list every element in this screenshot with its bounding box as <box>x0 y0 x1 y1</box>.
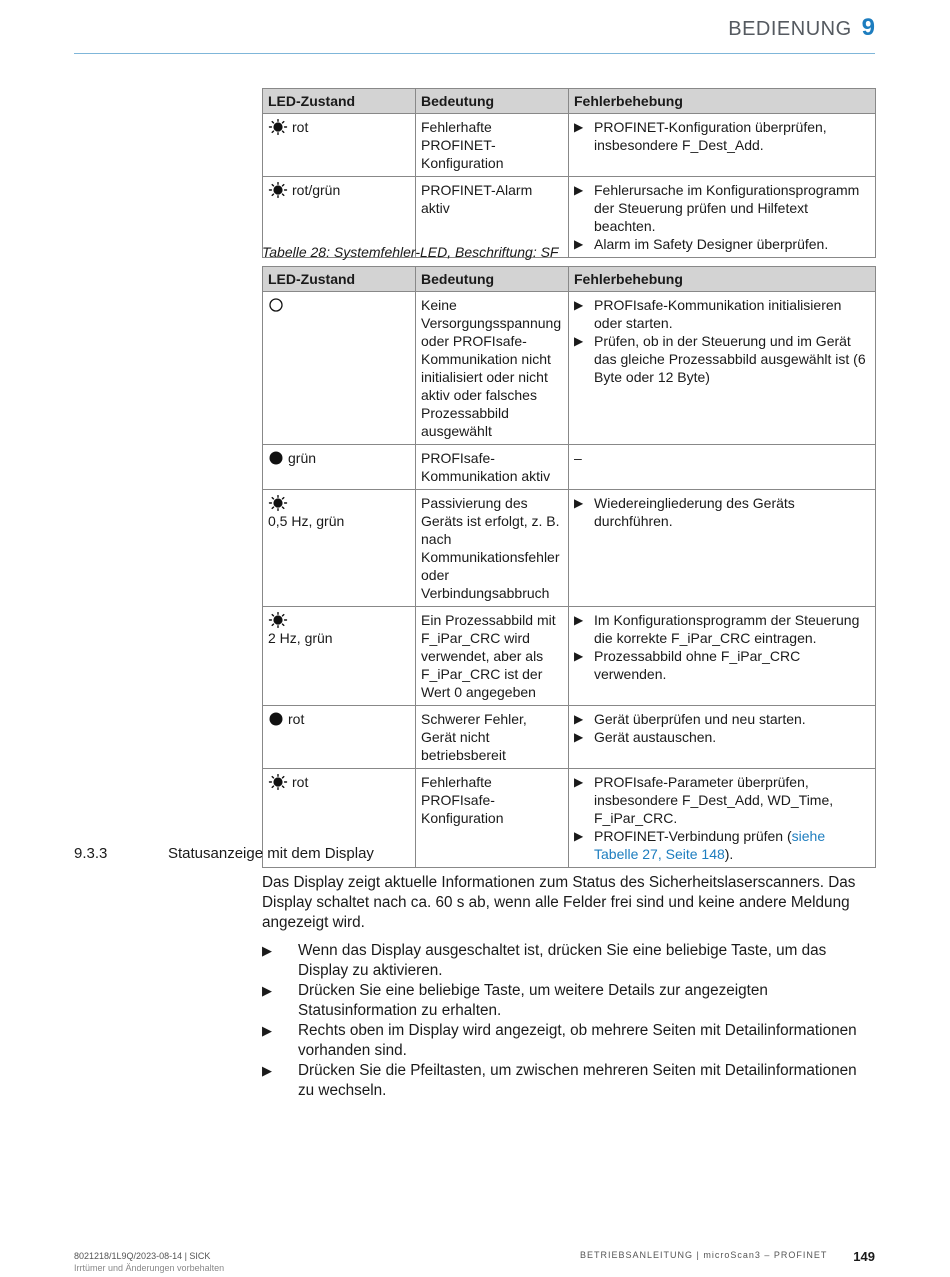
flashing-led-icon <box>268 774 292 790</box>
section-title: Statusanzeige mit dem Display <box>168 845 374 862</box>
action-item <box>574 710 870 728</box>
system-error-led-table <box>262 266 876 868</box>
instruction-item <box>262 981 875 1021</box>
flashing-led-icon <box>268 182 292 198</box>
led-state-label: rot <box>288 711 305 727</box>
table-header-row <box>263 89 876 114</box>
action-text-prefix: PROFINET-Verbindung prüfen ( <box>594 828 792 844</box>
troubleshooting-cell <box>569 114 876 177</box>
arrow-bullet-icon: ▶ <box>574 730 584 744</box>
action-item <box>574 827 870 863</box>
action-text: Gerät austauschen. <box>594 729 717 745</box>
table-row <box>263 114 876 177</box>
column-header: LED-Zustand <box>263 89 416 114</box>
troubleshooting-cell <box>569 706 876 769</box>
meaning-cell: Fehlerhafte PROFINET-Konfiguration <box>416 114 569 177</box>
troubleshooting-cell <box>569 490 876 607</box>
arrow-bullet-icon: ▶ <box>574 237 584 251</box>
instruction-text: Drücken Sie eine beliebige Taste, um weitere Details zur angezeigten Statusinformation zu erhalten. <box>298 982 768 1019</box>
column-header: Bedeutung <box>416 89 569 114</box>
led-state-cell <box>263 706 416 769</box>
instruction-list <box>262 941 875 1101</box>
doc-title: BETRIEBSANLEITUNG | microScan3 – PROFINET <box>580 1250 828 1260</box>
table-row <box>263 607 876 706</box>
meaning-cell: PROFINET-Alarm aktiv <box>416 177 569 258</box>
table-row <box>263 292 876 445</box>
flashing-led-icon <box>268 119 292 135</box>
meaning-cell: Schwerer Fehler, Gerät nicht betriebsbereit <box>416 706 569 769</box>
led-state-cell <box>263 607 416 706</box>
table-header-row <box>263 267 876 292</box>
no-action-dash: – <box>574 450 582 466</box>
troubleshooting-cell <box>569 292 876 445</box>
arrow-bullet-icon: ▶ <box>574 613 584 627</box>
action-item <box>574 494 870 530</box>
meaning-cell: Ein Prozessabbild mit F_iPar_CRC wird verwendet, aber als F_iPar_CRC ist der Wert 0 angegeben <box>416 607 569 706</box>
led-state-label: rot <box>292 119 309 135</box>
action-text: PROFIsafe-Parameter überprüfen, insbesondere F_Dest_Add, WD_Time, F_iPar_CRC. <box>594 774 834 826</box>
column-header: Fehlerbehebung <box>569 89 876 114</box>
section-number: 9.3.3 <box>74 845 108 862</box>
led-on-icon <box>268 711 288 727</box>
arrow-bullet-icon: ▶ <box>574 183 584 197</box>
disclaimer: Irrtümer und Änderungen vorbehalten <box>74 1263 225 1273</box>
action-item <box>574 118 870 154</box>
led-table-continued <box>262 88 876 258</box>
page-number: 149 <box>853 1249 875 1264</box>
table-row <box>263 490 876 607</box>
led-state-cell <box>263 292 416 445</box>
arrow-bullet-icon: ▶ <box>262 983 272 998</box>
action-item <box>574 332 870 386</box>
action-text: Alarm im Safety Designer überprüfen. <box>594 236 829 252</box>
arrow-bullet-icon: ▶ <box>262 1023 272 1038</box>
column-header: Bedeutung <box>416 267 569 292</box>
action-text: Prüfen, ob in der Steuerung und im Gerät das gleiche Prozessabbild ausgewählt ist (6 Byte oder 12 Byte) <box>594 333 866 385</box>
led-state-cell <box>263 445 416 490</box>
action-text: Fehlerursache im Konfigurationsprogramm der Steuerung prüfen und Hilfetext beachten. <box>594 182 860 234</box>
arrow-bullet-icon: ▶ <box>574 775 584 789</box>
flashing-led-icon <box>268 495 292 511</box>
led-state-label: grün <box>288 450 317 466</box>
action-text: PROFINET-Konfiguration überprüfen, insbesondere F_Dest_Add. <box>594 119 827 153</box>
column-header: Fehlerbehebung <box>569 267 876 292</box>
instruction-text: Drücken Sie die Pfeiltasten, um zwischen mehreren Seiten mit Detailinformationen zu wechseln. <box>298 1062 857 1099</box>
action-item <box>574 647 870 683</box>
action-item <box>574 181 870 235</box>
led-state-label: 2 Hz, grün <box>268 630 333 646</box>
arrow-bullet-icon: ▶ <box>574 298 584 312</box>
table-reference-link[interactable]: siehe Tabelle 27, Seite 148 <box>594 828 826 862</box>
arrow-bullet-icon: ▶ <box>262 1063 272 1078</box>
led-state-label: rot <box>292 774 309 790</box>
action-item <box>574 296 870 332</box>
action-item <box>574 611 870 647</box>
arrow-bullet-icon: ▶ <box>574 829 584 843</box>
doc-id: 8021218/1L9Q/2023-08-14 | SICK <box>74 1251 211 1261</box>
troubleshooting-cell <box>569 769 876 868</box>
troubleshooting-cell <box>569 445 876 490</box>
action-item <box>574 773 870 827</box>
instruction-text: Rechts oben im Display wird angezeigt, ob mehrere Seiten mit Detailinformationen vorhanden sind. <box>298 1022 857 1059</box>
led-state-cell <box>263 114 416 177</box>
header-rule <box>74 53 875 54</box>
arrow-bullet-icon: ▶ <box>262 943 272 958</box>
action-item <box>574 728 870 746</box>
arrow-bullet-icon: ▶ <box>574 712 584 726</box>
led-off-icon <box>268 297 288 313</box>
led-state-cell <box>263 490 416 607</box>
instruction-item <box>262 1021 875 1061</box>
chapter-number: 9 <box>861 14 875 41</box>
action-text: PROFIsafe-Kommunikation initialisieren oder starten. <box>594 297 842 331</box>
meaning-cell: PROFIsafe-Kommunikation aktiv <box>416 445 569 490</box>
arrow-bullet-icon: ▶ <box>574 334 584 348</box>
table-row <box>263 445 876 490</box>
meaning-cell: Fehlerhafte PROFIsafe-Konfiguration <box>416 769 569 868</box>
arrow-bullet-icon: ▶ <box>574 496 584 510</box>
chapter-title: BEDIENUNG <box>728 18 852 40</box>
column-header: LED-Zustand <box>263 267 416 292</box>
table-row <box>263 706 876 769</box>
action-text <box>594 827 870 863</box>
action-text-suffix: ). <box>724 846 734 862</box>
footer-left <box>74 1250 224 1274</box>
flashing-led-icon <box>268 612 292 628</box>
led-state-label: rot/grün <box>292 182 341 198</box>
instruction-item <box>262 1061 875 1101</box>
chapter-header <box>728 14 875 42</box>
action-text: Wiedereingliederung des Geräts durchführen. <box>594 495 795 529</box>
action-text: Im Konfigurationsprogramm der Steuerung die korrekte F_iPar_CRC eintragen. <box>594 612 860 646</box>
troubleshooting-cell <box>569 607 876 706</box>
section-paragraph: Das Display zeigt aktuelle Informationen zum Status des Sicherheitslaserscanners. Das Display schaltet nach ca. 60 s ab, wenn alle Felder frei sind und keine andere Meldung angezeigt wird. <box>262 874 856 931</box>
instruction-item <box>262 941 875 981</box>
arrow-bullet-icon: ▶ <box>574 120 584 134</box>
led-state-label: 0,5 Hz, grün <box>268 513 345 529</box>
troubleshooting-cell <box>569 177 876 258</box>
meaning-cell: Keine Versorgungsspannung oder PROFIsafe-Kommunikation nicht initialisiert oder nicht aktiv oder falsches Prozessabbild ausgewählt <box>416 292 569 445</box>
table-body <box>263 292 876 868</box>
led-on-icon <box>268 450 288 466</box>
meaning-cell: Passivierung des Geräts ist erfolgt, z. B. nach Kommunikationsfehler oder Verbindungsabbruch <box>416 490 569 607</box>
action-text: Gerät überprüfen und neu starten. <box>594 711 806 727</box>
instruction-text: Wenn das Display ausgeschaltet ist, drücken Sie eine beliebige Taste, um das Display zu aktivieren. <box>298 942 827 979</box>
arrow-bullet-icon: ▶ <box>574 649 584 663</box>
action-item <box>574 235 870 253</box>
action-text: Prozessabbild ohne F_iPar_CRC verwenden. <box>594 648 801 682</box>
table-caption: Tabelle 28: Systemfehler-LED, Beschriftung: SF <box>262 244 559 260</box>
table-body <box>263 114 876 258</box>
